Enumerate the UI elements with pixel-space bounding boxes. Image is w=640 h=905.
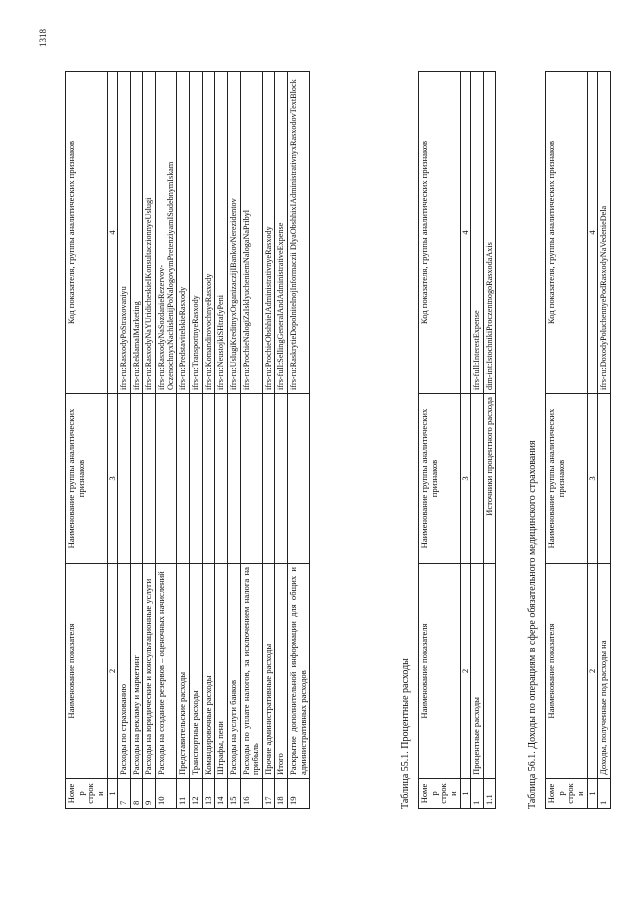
table-row [262,72,275,809]
indicator-code: ifrs-ru:ProchieObshhieIAdministrativnyeRasxody [262,72,275,394]
table-row [483,72,496,809]
page-number: 1318 [38,29,48,47]
column-number: 3 [460,394,471,564]
column-number: 4 [460,72,471,394]
indicator-name: Расходы на услуги банков [227,564,240,779]
row-number: 9 [143,779,156,809]
table-56-1-compulsory-medical-insurance-income [545,71,611,809]
table-caption: Таблица 55.1. Процентные расходы [400,658,411,809]
row-number: 18 [275,779,288,809]
header-row-number: Номер строки [66,779,108,809]
table-row [118,72,131,809]
table-row [143,72,156,809]
row-number: 1 [598,779,611,809]
column-numbers-row [587,72,598,809]
group-name [275,394,288,564]
header-row-number: Номер строки [546,779,588,809]
indicator-name: Расходы на рекламу и маркетинг [130,564,143,779]
indicator-name [483,564,496,779]
indicator-name: Раскрытие дополнительной информации для общих и административных расходов [288,564,310,779]
column-number: 1 [460,779,471,809]
indicator-code: ifrs-ru:RasxodyPoStraxovaniyu [118,72,131,394]
indicator-name: Представительские расходы [177,564,190,779]
group-name: Источники процентного расхода [483,394,496,564]
column-number: 3 [587,394,598,564]
indicator-name: Расходы по страхованию [118,564,131,779]
indicator-code: ifrs-ru:UslugiKreditnyxOrganizaczijIBankovNerezidentov [227,72,240,394]
group-name [288,394,310,564]
indicator-code: ifrs-full:InterestExpense [471,72,484,394]
indicator-code: ifrs-ru:RaskrytieDopolnitelnojInformaczii DlyaObshhixIAdministrativnyxRasxodovTextBlock [288,72,310,394]
table-header-row [546,72,588,809]
indicator-code: ifrs-ru:ReklamaIMarketing [130,72,143,394]
column-number: 4 [107,72,118,394]
indicator-code: dim-int:IstochnikiProczentnogoRasxodaAxis [483,72,496,394]
row-number: 8 [130,779,143,809]
indicator-code: ifrs-ru:DoxodyPoluchennyePodRasxodyNaVedenieDela [598,72,611,394]
indicator-code: ifrs-ru:TransportnyeRasxody [190,72,203,394]
indicator-code: ifrs-ru:RasxodyNaSozdanieRezervov-OczenochnyxNachislenijPoNalogovymPretenziyamISudebnymIskam [156,72,177,394]
group-name [156,394,177,564]
group-name [177,394,190,564]
column-number: 4 [587,72,598,394]
table-row [202,72,215,809]
group-name [471,394,484,564]
table-row [177,72,190,809]
row-number: 13 [202,779,215,809]
indicator-code: ifrs-full:SellingGeneralAndAdministrativeExpense [275,72,288,394]
indicator-name: Прочие административные расходы [262,564,275,779]
row-number: 11 [177,779,190,809]
header-group-name: Наименование группы аналитических признаков [66,394,108,564]
column-number: 3 [107,394,118,564]
table-caption: Таблица 56.1. Доходы по операциям в сфере обязательного медицинского страхования [527,440,538,809]
row-number: 12 [190,779,203,809]
group-name [240,394,262,564]
indicator-code: ifrs-ru:NeustojkiSHtrafyPeni [215,72,228,394]
header-code: Код показателя, группы аналитических признаков [419,72,461,394]
row-number: 16 [240,779,262,809]
row-number: 17 [262,779,275,809]
header-code: Код показателя, группы аналитических признаков [66,72,108,394]
column-number: 2 [460,564,471,779]
group-name [190,394,203,564]
table-row [471,72,484,809]
row-number: 14 [215,779,228,809]
header-indicator-name: Наименование показателя [546,564,588,779]
table-55-1-interest-expense [418,71,496,809]
header-indicator-name: Наименование показателя [66,564,108,779]
table-row [227,72,240,809]
row-number: 10 [156,779,177,809]
table-row [275,72,288,809]
column-number: 1 [587,779,598,809]
indicator-code: ifrs-ru:RasxodyNaYUridicheskieIKonsultaczionnyeUslugi [143,72,156,394]
table-header-row [419,72,461,809]
indicator-name: Командировочные расходы [202,564,215,779]
table-row [190,72,203,809]
table-row [240,72,262,809]
group-name [130,394,143,564]
row-number: 15 [227,779,240,809]
table-55-expenses [65,71,310,809]
table-header-row [66,72,108,809]
group-name [118,394,131,564]
row-number: 19 [288,779,310,809]
indicator-code: ifrs-ru:PredstavitelskieRasxody [177,72,190,394]
column-number: 1 [107,779,118,809]
header-group-name: Наименование группы аналитических признаков [546,394,588,564]
row-number: 7 [118,779,131,809]
header-row-number: Номер строки [419,779,461,809]
indicator-name: Штрафы, пени [215,564,228,779]
group-name [143,394,156,564]
table-row [598,72,611,809]
column-numbers-row [460,72,471,809]
group-name [227,394,240,564]
table-row [156,72,177,809]
table-row [130,72,143,809]
indicator-name: Расходы по уплате налогов, за исключением налога на прибыль [240,564,262,779]
indicator-name: Доходы, полученные под расходы на [598,564,611,779]
indicator-code: ifrs-ru:ProchieNalogiZaIsklyucheniemNalogaNaPribyl [240,72,262,394]
group-name [598,394,611,564]
indicator-name: Транспортные расходы [190,564,203,779]
indicator-name: Расходы на создание резервов – оценочных начислений [156,564,177,779]
header-code: Код показателя, группы аналитических признаков [546,72,588,394]
column-numbers-row [107,72,118,809]
indicator-code: ifrs-ru:KomandirovochnyeRasxody [202,72,215,394]
table-row [288,72,310,809]
group-name [202,394,215,564]
group-name [262,394,275,564]
header-group-name: Наименование группы аналитических признаков [419,394,461,564]
row-number: 1 [471,779,484,809]
row-number: 1.1 [483,779,496,809]
group-name [215,394,228,564]
indicator-name: Итого [275,564,288,779]
table-row [215,72,228,809]
column-number: 2 [587,564,598,779]
indicator-name: Расходы на юридические и консультационные услуги [143,564,156,779]
column-number: 2 [107,564,118,779]
header-indicator-name: Наименование показателя [419,564,461,779]
indicator-name: Процентные расходы [471,564,484,779]
